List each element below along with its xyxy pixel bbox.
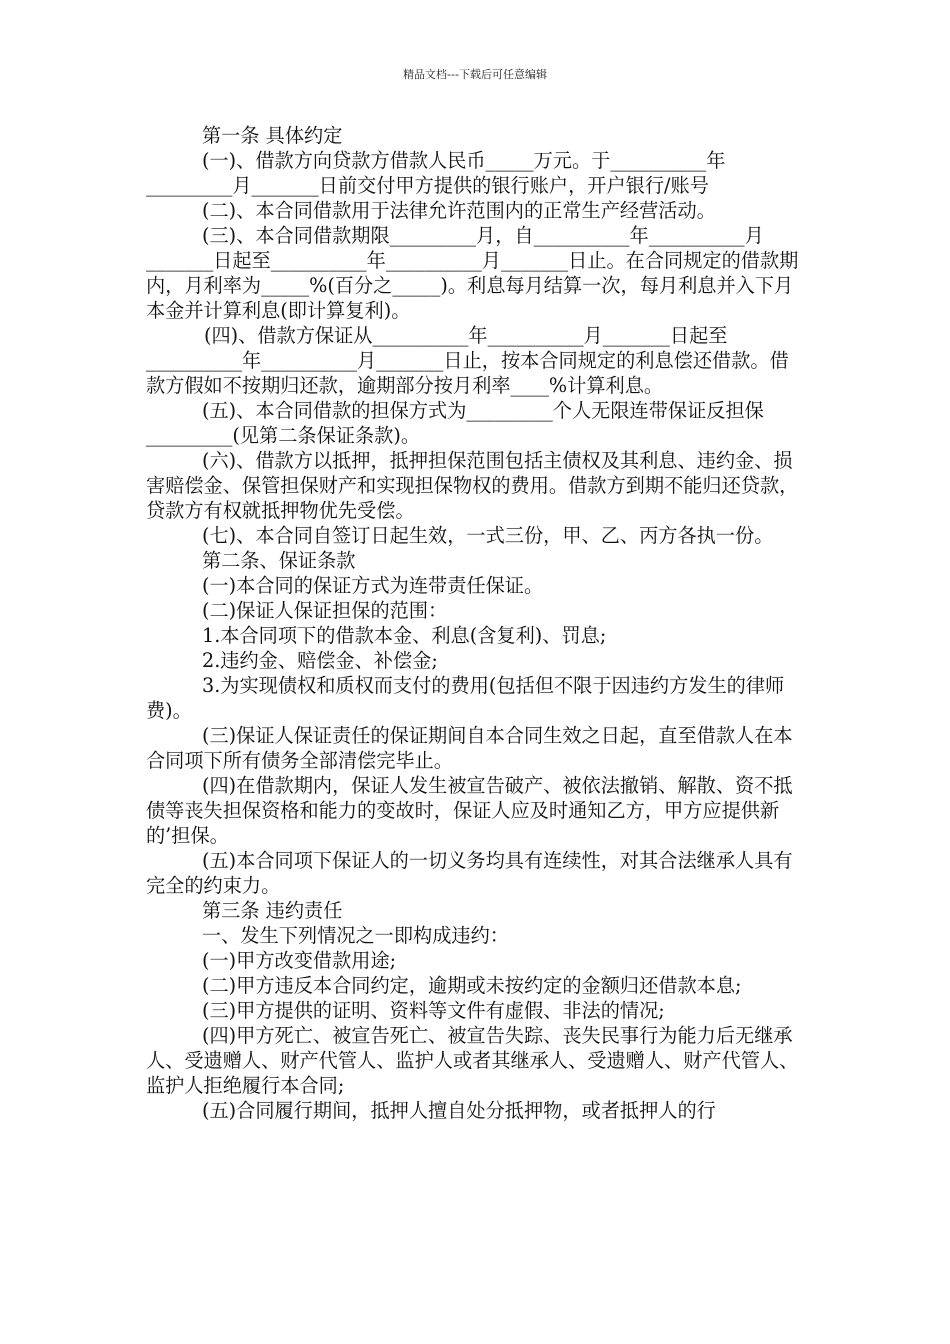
paragraph-1-4: (四)、借款方保证从__________年__________月_______日起至__________年__________月_______日止，按本合同规定的利息偿还借款。借款方假如不按期归还款，逾期部分按月利率____%计算利息。 bbox=[146, 324, 789, 397]
paragraph-1-5: (五)、本合同借款的担保方式为_________个人无限连带保证反担保_________(见第二条保证条款)。 bbox=[146, 399, 764, 447]
paragraph-3-4: (四)甲方死亡、被宣告死亡、被宣告失踪、丧失民事行为能力后无继承人、受遗赠人、财产代管人、监护人或者其继承人、受遗赠人、财产代管人、监护人拒绝履行本合同; bbox=[146, 1024, 799, 1097]
paragraph-3-5: (五)合同履行期间，抵押人擅自处分抵押物，或者抵押人的行 bbox=[202, 1099, 716, 1122]
list-item-2-2-2: 2.违约金、赔偿金、补偿金; bbox=[202, 649, 438, 672]
paragraph-2-1: (一)本合同的保证方式为连带责任保证。 bbox=[202, 574, 544, 597]
paragraph-2-4: (四)在借款期内，保证人发生被宣告破产、被依法撤销、解散、资不抵债等丧失担保资格和能力的变故时，保证人应及时通知乙方，甲方应提供新的’担保。 bbox=[146, 774, 793, 847]
article-2-title: 第二条、保证条款 bbox=[202, 549, 356, 572]
paragraph-3-1: (一)甲方改变借款用途; bbox=[202, 949, 397, 972]
paragraph-1-1: (一)、借款方向贷款方借款人民币_____万元。于__________年_________月_______日前交付甲方提供的银行账户，开户银行/账号 bbox=[146, 149, 726, 197]
article-3-title: 第三条 违约责任 bbox=[202, 899, 343, 922]
document-body bbox=[146, 123, 806, 1123]
paragraph-2-2: (二)保证人保证担保的范围： bbox=[202, 599, 448, 622]
paragraph-1-7: (七)、本合同自签订日起生效，一式三份，甲、乙、丙方各执一份。 bbox=[202, 524, 774, 547]
paragraph-1-2: (二)、本合同借款用于法律允许范围内的正常生产经营活动。 bbox=[202, 199, 716, 222]
paragraph-3-3: (三)甲方提供的证明、资料等文件有虚假、非法的情况; bbox=[202, 999, 665, 1022]
paragraph-1-6: (六)、借款方以抵押，抵押担保范围包括主债权及其利息、违约金、损害赔偿金、保管担保财产和实现担保物权的费用。借款方到期不能归还贷款，贷款方有权就抵押物优先受偿。 bbox=[146, 449, 799, 522]
article-1-title: 第一条 具体约定 bbox=[202, 124, 343, 147]
list-item-2-2-3: 3.为实现债权和质权而支付的费用(包括但不限于因违约方发生的律师费)。 bbox=[146, 674, 785, 722]
page-header-note: 精品文档---下载后可任意编辑 bbox=[403, 68, 547, 81]
paragraph-1-3: (三)、本合同借款期限_________月，自__________年__________月_______日起至__________年__________月_______日止。在合同规定的借款期内，月利率为_____%(百分之_____)。利息每月结算一次，每月利息并入下月本金并计算利息(即计算复利)。 bbox=[146, 224, 799, 322]
paragraph-2-5: (五)本合同项下保证人的一切义务均具有连续性，对其合法继承人具有完全的约束力。 bbox=[146, 849, 793, 897]
list-item-2-2-1: 1.本合同项下的借款本金、利息(含复利)、罚息; bbox=[202, 624, 607, 647]
paragraph-2-3: (三)保证人保证责任的保证期间自本合同生效之日起，直至借款人在本合同项下所有债务全部清偿完毕止。 bbox=[146, 724, 793, 772]
paragraph-3-intro: 一、发生下列情况之一即构成违约： bbox=[202, 924, 509, 947]
paragraph-3-2: (二)甲方违反本合同约定，逾期或未按约定的金额归还借款本息; bbox=[202, 974, 742, 997]
